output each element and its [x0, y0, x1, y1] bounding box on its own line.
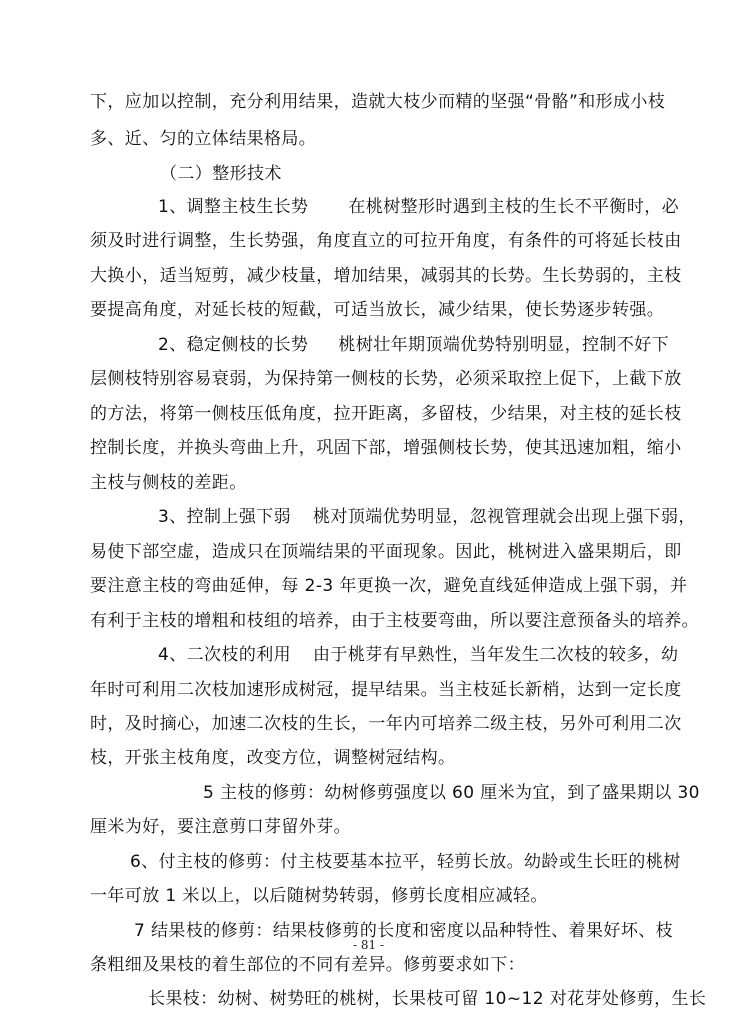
body-line: 时，及时摘心，加速二次枝的生长，一年内可培养二级主枝，另外可利用二次: [90, 714, 682, 734]
body-line: 要注意主枝的弯曲延伸，每 2-3 年更换一次，避免直线延伸造成上强下弱，并: [90, 576, 688, 596]
body-line: 5 主枝的修剪：幼树修剪强度以 60 厘米为宜，到了盛果期以 30: [203, 783, 700, 803]
paragraph-heading-line: [158, 505, 696, 529]
body-line: 条粗细及果枝的着生部位的不同有差异。修剪要求如下：: [90, 955, 525, 975]
body-line: 控制长度，并换头弯曲上升，巩固下部，增强侧枝长势，使其迅速加粗，缩小: [90, 438, 682, 458]
body-text: 由于桃芽有早熟性，当年发生二次枝的较多，幼: [313, 645, 679, 665]
body-line: 的方法，将第一侧枝压低角度，拉开距离，多留枝，少结果，对主枝的延长枝: [90, 404, 682, 424]
body-line: 层侧枝特别容易衰弱，为保持第一侧枝的长势，必须采取控上促下，上截下放: [90, 369, 682, 389]
body-line: 年时可利用二次枝加速形成树冠，提早结果。当主枝延长新梢，达到一定长度: [90, 680, 682, 700]
body-line: 厘米为好，要注意剪口芽留外芽。: [90, 817, 351, 837]
paragraph-heading-line: [158, 643, 678, 667]
body-line: 要提高角度，对延长枝的短截，可适当放长，减少结果，使长势逐步转强。: [90, 300, 665, 320]
paragraph-heading: 1、调整主枝生长势: [158, 197, 309, 217]
body-line: 6、付主枝的修剪：付主枝要基本拉平，轻剪长放。幼龄或生长旺的桃树: [130, 852, 681, 872]
body-line: 多、近、匀的立体结果格局。: [90, 129, 317, 149]
paragraph-heading: 4、二次枝的利用: [158, 645, 292, 665]
paragraph-heading: 3、控制上强下弱: [158, 507, 292, 527]
paragraph-heading: 2、稳定侧枝的长势: [158, 335, 309, 355]
body-line: 一年可放 1 米以上，以后随树势转弱，修剪长度相应减轻。: [90, 886, 548, 906]
paragraph-heading-line: [158, 195, 679, 219]
body-text: 在桃树整形时遇到主枝的生长不平衡时，必: [348, 197, 680, 217]
page-number: - 81 -: [352, 938, 384, 952]
body-line: 有利于主枝的增粗和枝组的培养，由于主枝要弯曲，所以要注意预备头的培养。: [90, 611, 699, 631]
body-line: 枝，开张主枝角度，改变方位，调整树冠结构。: [90, 748, 456, 768]
body-line: 下，应加以控制，充分利用结果，造就大枝少而精的坚强“骨骼”和形成小枝: [90, 92, 666, 112]
body-line: 7 结果枝的修剪：结果枝修剪的长度和密度以品种特性、着果好坏、枝: [134, 921, 674, 941]
section-heading: （二）整形技术: [160, 164, 282, 184]
body-line: 长果枝：幼树、树势旺的桃树，长果枝可留 10~12 对花芽处修剪，生长: [148, 989, 707, 1009]
body-text: 桃对顶端优势明显，忽视管理就会出现上强下弱，: [313, 507, 696, 527]
body-text: 桃树壮年期顶端优势特别明显，控制不好下: [338, 335, 670, 355]
body-line: 须及时进行调整，生长势强，角度直立的可拉开角度，有条件的可将延长枝由: [90, 231, 682, 251]
body-line: 主枝与侧枝的差距。: [90, 473, 247, 493]
paragraph-heading-line: [158, 333, 669, 357]
body-line: 大换小，适当短剪，减少枝量，增加结果，减弱其的长势。生长势弱的，主枝: [90, 266, 682, 286]
body-line: 易使下部空虚，造成只在顶端结果的平面现象。因此，桃树进入盛果期后，即: [90, 542, 682, 562]
